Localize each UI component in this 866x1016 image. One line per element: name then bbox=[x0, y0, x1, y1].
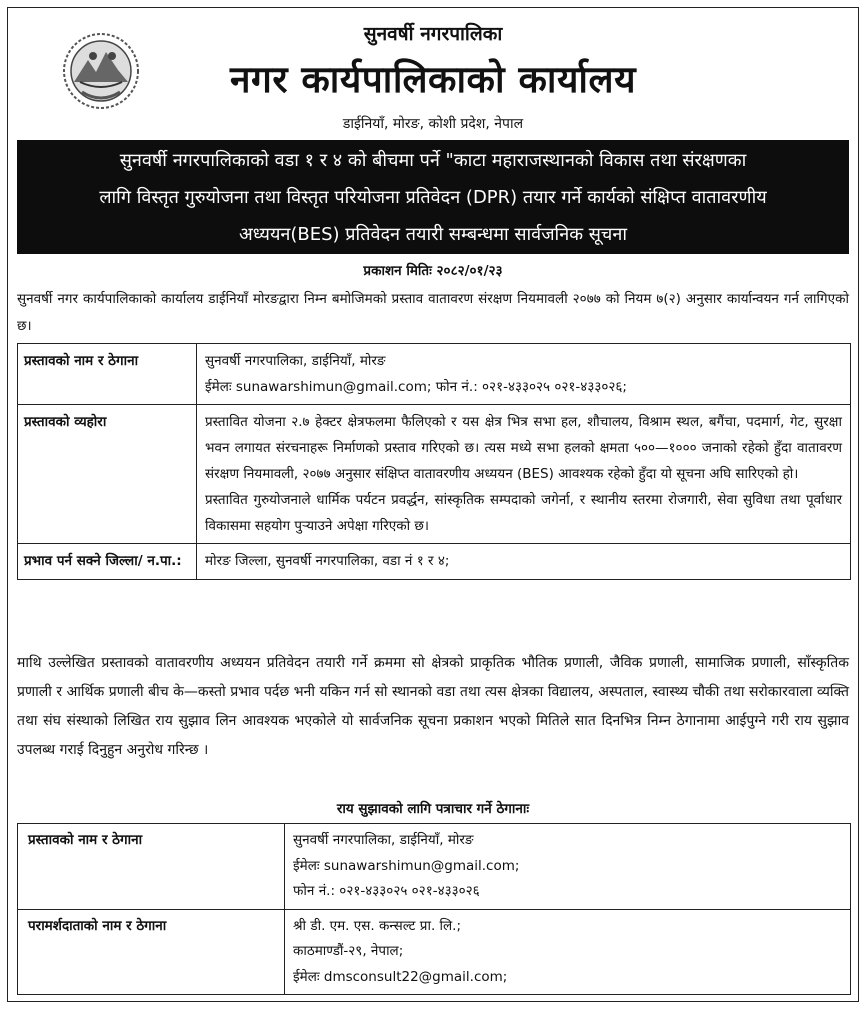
table-row bbox=[18, 909, 851, 995]
consultant-address: काठमाण्डौं-२९, नेपाल; bbox=[293, 943, 404, 959]
impact-area-value: मोरङ जिल्ला, सुनवर्षी नगरपालिका, वडा नं १ र ४; bbox=[197, 544, 851, 580]
contact-table bbox=[17, 823, 851, 995]
proponent-label: प्रस्तावको नाम र ठेगाना bbox=[18, 824, 285, 910]
consultant-email: ईमेलः dmsconsult22@gmail.com; bbox=[293, 968, 508, 985]
proposal-desc-label: प्रस्तावको व्यहोरा bbox=[18, 405, 197, 544]
municipality-name: सुनवर्षी नगरपालिका bbox=[363, 23, 503, 45]
notice-banner bbox=[17, 140, 849, 254]
notice-page bbox=[7, 7, 859, 1002]
proposal-name-line: सुनवर्षी नगरपालिका, डाईनियाँ, मोरङ bbox=[205, 353, 386, 369]
impact-area-label: प्रभाव पर्न सक्ने जिल्ला/ न.पा.: bbox=[18, 544, 197, 580]
banner-line: अध्ययन(BES) प्रतिवेदन तयारी सम्बन्धमा सार्वजनिक सूचना bbox=[239, 224, 627, 245]
publication-date: प्रकाशन मितिः २०८२/०१/२३ bbox=[363, 263, 503, 279]
banner-line: लागि विस्तृत गुरुयोजना तथा विस्तृत परियोजना प्रतिवेदन (DPR) तयार गर्ने कार्यको संक्षिप्त वातावरणीय bbox=[99, 187, 767, 208]
proposal-table bbox=[17, 343, 851, 580]
proposal-desc-value bbox=[197, 405, 851, 544]
proponent-name: सुनवर्षी नगरपालिका, डाईनियाँ, मोरङ bbox=[293, 832, 474, 848]
consultant-label: परामर्शदाताको नाम र ठेगाना bbox=[18, 909, 285, 995]
banner-line: सुनवर्षी नगरपालिकाको वडा १ र ४ को बीचमा पर्ने "काटा महाराजस्थानको विकास तथा संरक्षणका bbox=[119, 150, 747, 171]
proponent-phone: फोन नं.: ०२१-४३३०२५ ०२१-४३३०२६ bbox=[293, 883, 480, 899]
table-row bbox=[18, 544, 851, 580]
office-address: डाईनियाँ, मोरङ, कोशी प्रदेश, नेपाल bbox=[342, 116, 524, 132]
proposal-name-value bbox=[197, 344, 851, 405]
consultant-value bbox=[285, 909, 851, 995]
contact-title: राय सुझावको लागि पत्राचार गर्ने ठेगानाः bbox=[336, 801, 530, 817]
proposal-contact-line: ईमेलः sunawarshimun@gmail.com; फोन नं.: ०२१-४३३०२५ ०२१-४३३०२६; bbox=[205, 379, 627, 395]
table-row bbox=[18, 824, 851, 910]
proposal-desc-para: प्रस्तावित गुरुयोजनाले धार्मिक पर्यटन प्रवर्द्धन, सांस्कृतिक सम्पदाको जगेर्ना, र स्थानीय स्तरमा रोजगारी, सेवा सुविधा तथा पूर्वाधार विकासमा सहयोग पुऱ्याउने अपेक्षा गरिएको छ। bbox=[205, 492, 842, 534]
proposal-desc-para: प्रस्तावित योजना २.७ हेक्टर क्षेत्रफलमा फैलिएको र यस क्षेत्र भित्र सभा हल, शौचालय, विश्राम स्थल, बगैंचा, पदमार्ग, गेट, सुरक्षा भवन लगायत संरचनाहरू निर्माणको प्रस्ताव गरिएको छ। त्यस मध्ये सभा हलको क्षमता ५००—१००० जनाको रहेको हुँदा वातावरण संरक्षण नियमावली, २०७७ अनुसार संक्षिप्त वातावरणीय अध्ययन (BES) आवश्यक रहेको हुँदा यो सूचना अघि सारिएको हो। bbox=[205, 414, 842, 482]
proponent-email: ईमेलः sunawarshimun@gmail.com; bbox=[293, 857, 520, 874]
consultant-name: श्री डी. एम. एस. कन्सल्ट प्रा. लि.; bbox=[293, 917, 462, 934]
office-title: नगर कार्यपालिकाको कार्यालय bbox=[229, 58, 637, 101]
request-paragraph: माथि उल्लेखित प्रस्तावको वातावरणीय अध्ययन प्रतिवेदन तयारी गर्ने क्रममा सो क्षेत्रको प्राकृतिक भौतिक प्रणाली, जैविक प्रणाली, सामाजिक प्रणाली, साँस्कृतिक प्रणाली र आर्थिक प्रणाली बीच के—कस्तो प्रभाव पर्दछ भनी यकिन गर्न सो स्थानको वडा तथा त्यस क्षेत्रका विद्यालय, अस्पताल, स्वास्थ्य चौकी तथा सरोकारवाला व्यक्ति तथा संघ संस्थाको लिखित राय सुझाव लिन आवश्यक भएकोले यो सार्वजनिक सूचना प्रकाशन भएको मितिले सात दिनभित्र निम्न ठेगानामा आईपुग्ने गरी राय सुझाव उपलब्ध गराई दिनुहुन अनुरोध गरिन्छ । bbox=[17, 655, 849, 758]
table-row bbox=[18, 405, 851, 544]
proponent-value bbox=[285, 824, 851, 910]
intro-paragraph: सुनवर्षी नगर कार्यपालिकाको कार्यालय डाईनियाँ मोरङद्वारा निम्न बमोजिमको प्रस्ताव वातावरण संरक्षण नियमावली २०७७ को नियम ७(२) अनुसार कार्यान्वयन गर्न लागिएको छ। bbox=[17, 291, 849, 334]
table-row bbox=[18, 344, 851, 405]
proposal-name-label: प्रस्तावको नाम र ठेगाना bbox=[18, 344, 197, 405]
